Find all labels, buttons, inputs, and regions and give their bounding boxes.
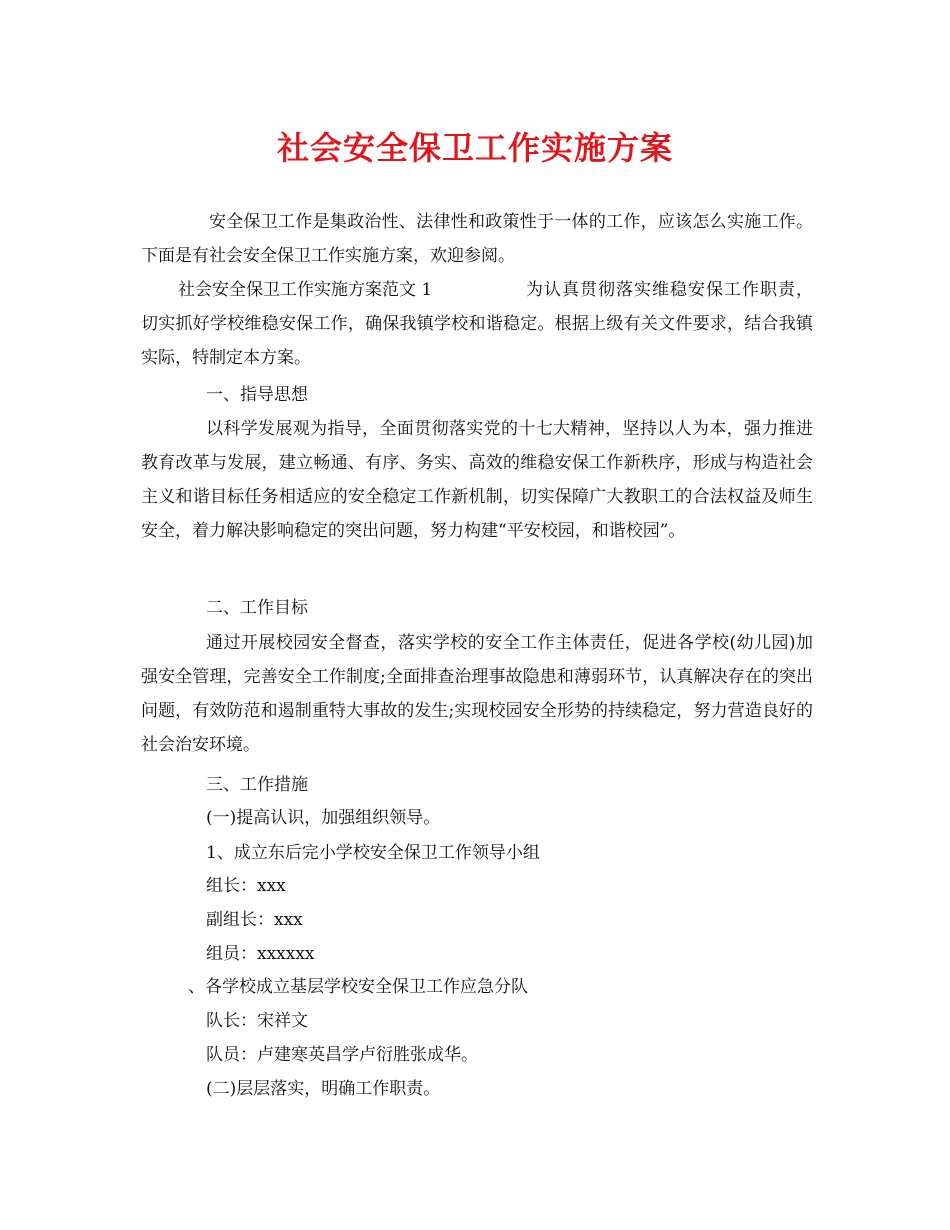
- members-text: 组员：xxxxxx: [206, 944, 315, 964]
- team-members-text: 队员：卢建寒英昌学卢衍胜张成华。: [206, 1045, 478, 1065]
- captain-text: 队长：宋祥文: [206, 1011, 308, 1031]
- section2-body: 通过开展校园安全督查，落实学校的安全工作主体责任，促进各学校(幼儿园)加强安全管理，完善安全工作制度;全面排查治理事故隐患和薄弱环节，认真解决存在的突出问题，有效防范和遏制重特大事故的发生;实现校园安全形势的持续稳定，努力营造良好的社会治安环境。: [141, 633, 813, 755]
- intro-paragraph: 安全保卫工作是集政治性、法律性和政策性于一体的工作，应该怎么实施工作。下面是有社会安全保卫工作实施方案，欢迎参阅。: [141, 212, 813, 266]
- sample-heading: 社会安全保卫工作实施方案范文 1: [178, 280, 433, 300]
- document-title: 社会安全保卫工作实施方案: [276, 129, 673, 167]
- section1-body: 以科学发展观为指导，全面贯彻落实党的十七大精神，坚持以人为本，强力推进教育改革与发展，建立畅通、有序、务实、高效的维稳安保工作新秩序，形成与构造社会主义和谐目标任务相适应的安全稳定工作新机制，切实保障广大教职工的合法权益及师生安全，着力解决影响稳定的突出问题，努力构建“平安校园，和谐校园”。: [141, 419, 813, 541]
- section3-heading: 三、工作措施: [206, 775, 308, 795]
- item2-text: 、各学校成立基层学校安全保卫工作应急分队: [188, 977, 528, 997]
- item1-text: 1、成立东后完小学校安全保卫工作领导小组: [206, 843, 540, 863]
- deputy-leader-text: 副组长：xxx: [206, 910, 303, 930]
- measure1-heading: (一)提高认识，加强组织领导。: [206, 808, 441, 828]
- section2-heading: 二、工作目标: [206, 598, 308, 618]
- sample-intro-paragraph: 为认真贯彻落实维稳安保工作职责，切实抓好学校维稳安保工作，确保我镇学校和谐稳定。根据上级有关文件要求，结合我镇实际，特制定本方案。: [141, 280, 813, 368]
- leader-text: 组长：xxx: [206, 876, 286, 896]
- measure2-heading: (二)层层落实，明确工作职责。: [206, 1079, 441, 1099]
- section1-heading: 一、指导思想: [206, 385, 308, 405]
